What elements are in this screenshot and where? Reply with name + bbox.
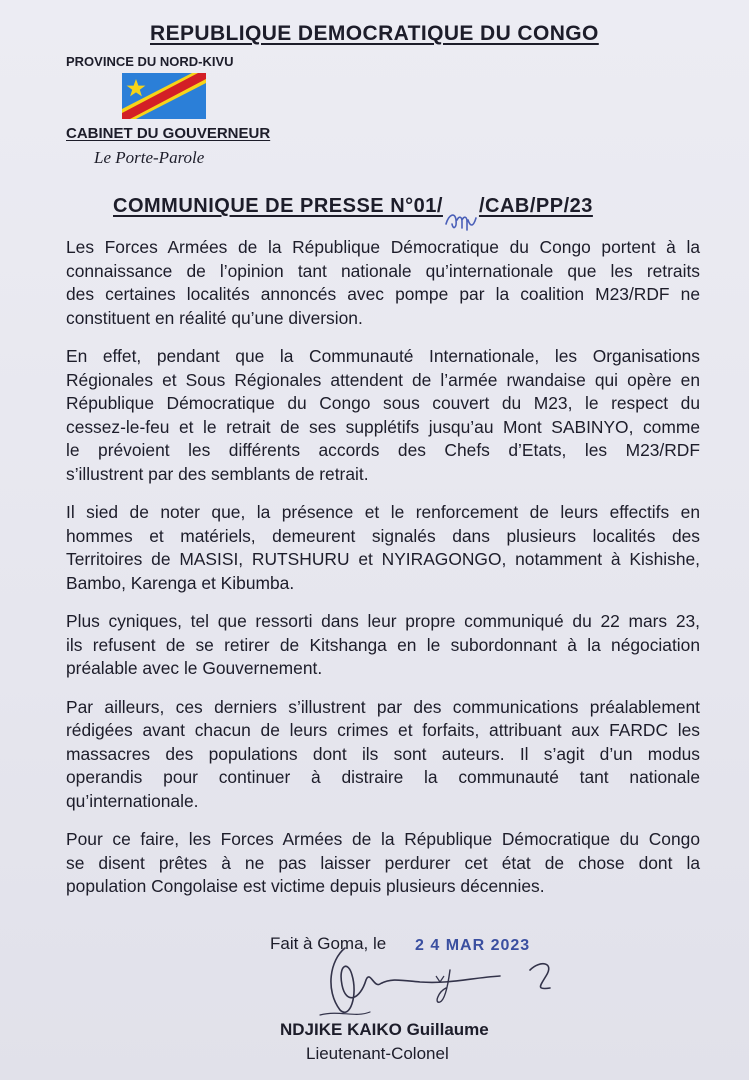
text-line: population Congolaise est victime depuis plusieurs décennies. <box>66 876 545 896</box>
text-line: Les Forces Armées de la République Démocratique du Congo portent à la <box>66 237 700 257</box>
body-text <box>66 236 700 914</box>
text-line: hommes et matériels, demeurent signalés dans plusieurs localités des <box>66 525 700 546</box>
text-line: constituent en réalité qu’une diversion. <box>66 307 363 328</box>
place-and-date-label: Fait à Goma, le <box>270 934 387 953</box>
text-line: En effet, pendant que la Communauté Internationale, les Organisations <box>66 346 700 366</box>
province-label: PROVINCE DU NORD-KIVU <box>66 54 234 69</box>
drc-flag-icon <box>122 73 206 119</box>
paragraph <box>66 828 700 899</box>
text-line: Plus cyniques, tel que ressorti dans leur propre communiqué du 22 mars 23, <box>66 611 700 631</box>
text-line: rédigées avant chacun de leurs crimes et forfaits, attribuant aux FARDC les <box>66 720 700 740</box>
communique-suffix: /CAB/PP/23 <box>478 195 593 217</box>
handwritten-signature <box>300 940 580 1025</box>
text-line: cessez-le-feu et le retrait de ses supplétifs jusqu’au Mont SABINYO, comme <box>66 416 700 437</box>
country-title: REPUBLIQUE DEMOCRATIQUE DU CONGO <box>150 22 599 45</box>
text-line: Régionales et Sous Régionales attendent de l’armée rwandaise qui opère en <box>66 369 700 390</box>
paragraph <box>66 345 700 486</box>
cabinet-label: CABINET DU GOUVERNEUR <box>66 125 271 142</box>
text-line: ils refusent de se retirer de Kitshanga en le subordonnant à la négociation <box>66 634 700 655</box>
text-line: Pour ce faire, les Forces Armées de la République Démocratique du Congo <box>66 829 700 849</box>
text-line: connaissance de l’opinion tant nationale qu’internationale que les retraits <box>66 260 700 281</box>
text-line: Par ailleurs, ces derniers s’illustrent par des communications préalablement <box>66 696 700 717</box>
signer-rank: Lieutenant-Colonel <box>306 1044 449 1063</box>
signer-name: NDJIKE KAIKO Guillaume <box>280 1020 489 1039</box>
paragraph <box>66 501 700 595</box>
text-line: operandis pour continuer à distraire la communauté tant nationale <box>66 767 700 787</box>
communique-title <box>113 195 593 218</box>
paragraph <box>66 236 700 330</box>
text-line: préalable avec le Gouvernement. <box>66 658 323 678</box>
text-line: se disent prêtes à ne pas laisser perdurer cet état de chose dont la <box>66 852 700 873</box>
date-stamp: 2 4 MAR 2023 <box>415 937 531 954</box>
text-line: des certaines localités annoncés avec pompe par la coalition M23/RDF ne <box>66 284 700 304</box>
paragraph <box>66 696 700 814</box>
text-line: massacres des populations dont ils sont auteurs. Il s’agit d’un modus <box>66 743 700 764</box>
text-line: qu’internationale. <box>66 790 199 811</box>
text-line: République Démocratique du Congo sous couvert du M23, le respect du <box>66 393 700 413</box>
text-line: Territoires de MASISI, RUTSHURU et NYIRAGONGO, notamment à Kishishe, <box>66 549 700 569</box>
text-line: Il sied de noter que, la présence et le renforcement de leurs effectifs en <box>66 502 700 522</box>
text-line: Bambo, Karenga et Kibumba. <box>66 572 295 593</box>
communique-prefix: COMMUNIQUE DE PRESSE N°01/ <box>113 195 443 217</box>
paragraph <box>66 610 700 681</box>
office-label: Le Porte-Parole <box>94 148 205 167</box>
text-line: s’illustrent par des semblants de retrait. <box>66 463 369 484</box>
text-line: le prévoient les différents accords des Chefs d’Etats, les M23/RDF <box>66 440 700 460</box>
